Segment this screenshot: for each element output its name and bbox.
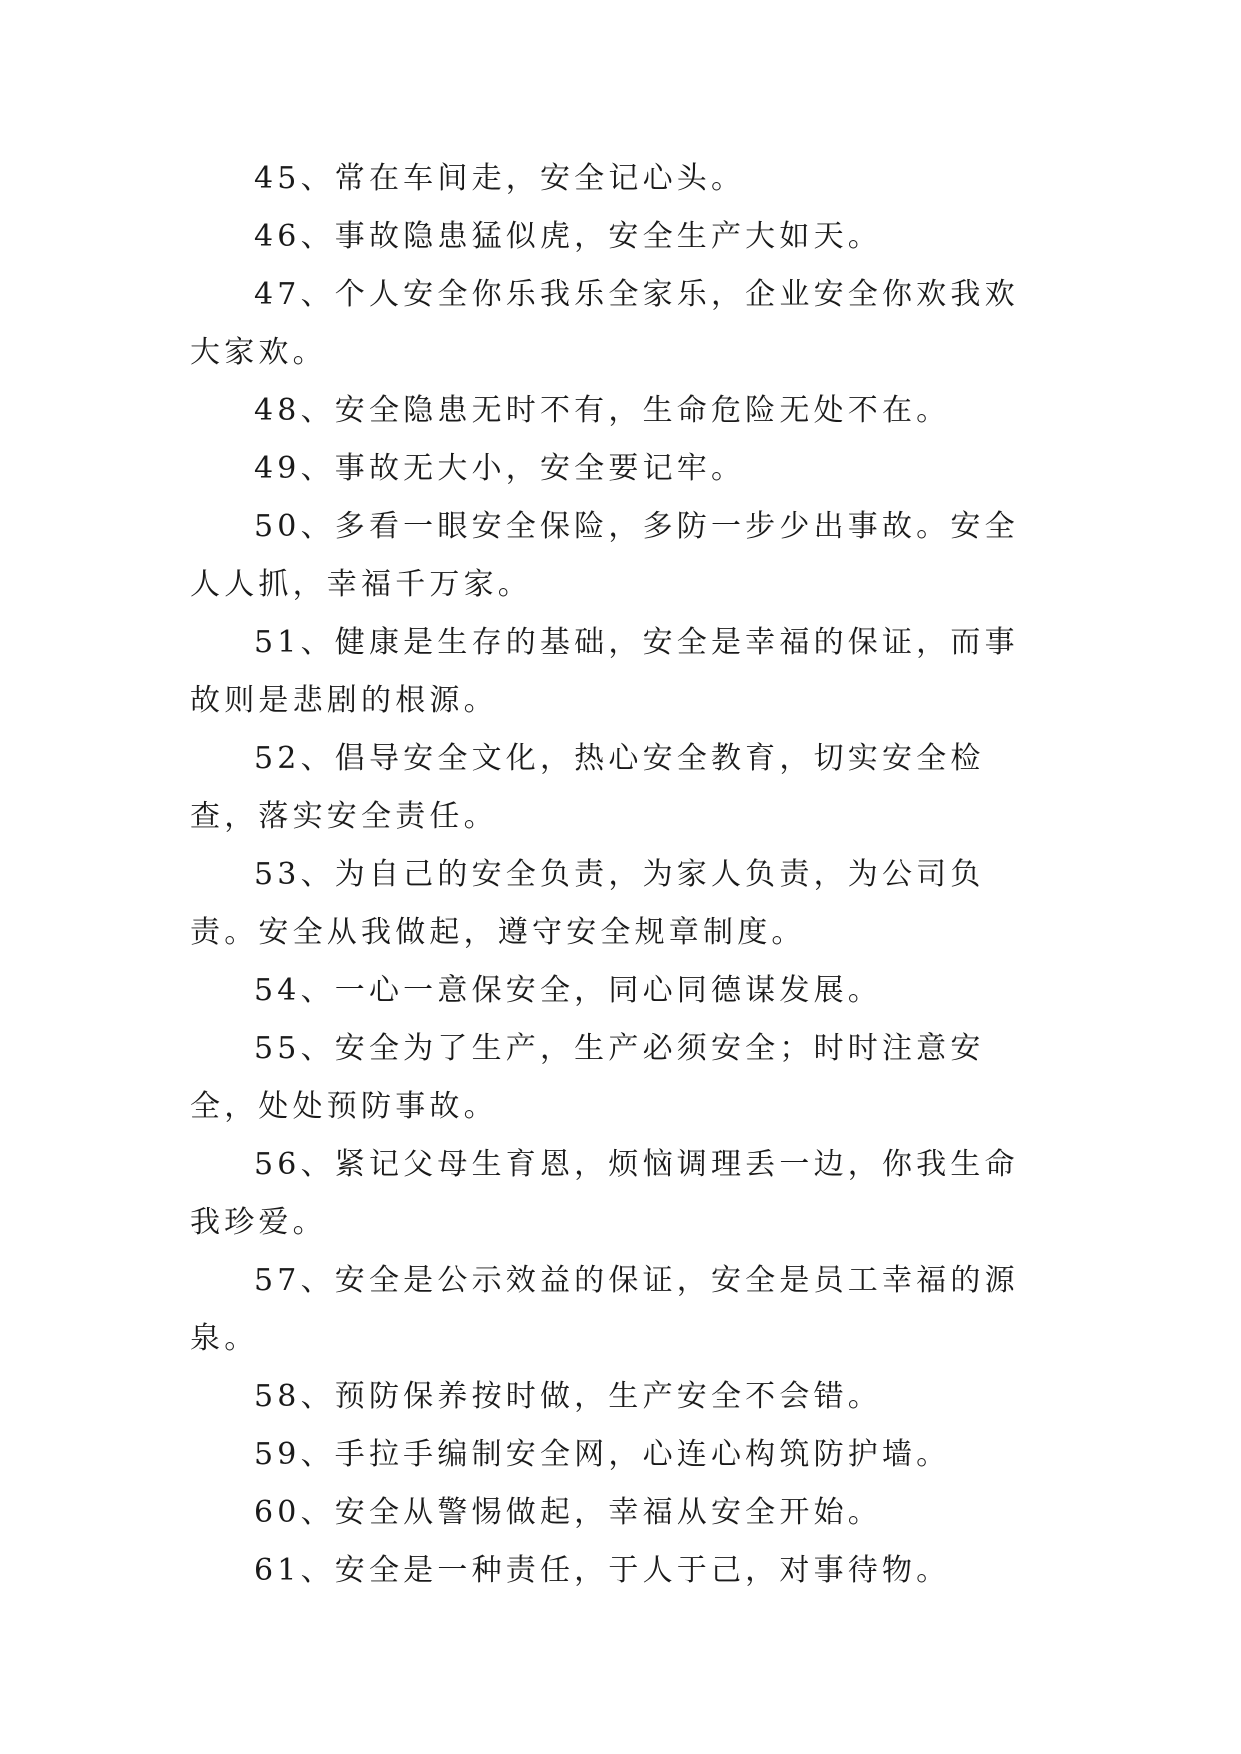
slogan-57: 57、安全是公示效益的保证，安全是员工幸福的源泉。 xyxy=(190,1263,1019,1356)
slogan-55: 55、安全为了生产，生产必须安全；时时注意安全，处处预防事故。 xyxy=(190,1031,985,1124)
slogan-58: 58、预防保养按时做，生产安全不会错。 xyxy=(254,1379,882,1414)
slogan-53: 53、为自己的安全负责，为家人负责，为公司负责。安全从我做起，遵守安全规章制度。 xyxy=(190,857,985,950)
slogan-56: 56、紧记父母生育恩，烦恼调理丢一边，你我生命我珍爱。 xyxy=(190,1147,1019,1240)
slogan-49: 49、事故无大小，安全要记牢。 xyxy=(254,451,746,486)
slogan-60: 60、安全从警惕做起，幸福从安全开始。 xyxy=(254,1495,882,1530)
slogan-59: 59、手拉手编制安全网，心连心构筑防护墙。 xyxy=(254,1437,951,1472)
slogan-61: 61、安全是一种责任，于人于己，对事待物。 xyxy=(254,1553,951,1588)
slogan-52: 52、倡导安全文化，热心安全教育，切实安全检查，落实安全责任。 xyxy=(190,741,985,834)
slogan-54: 54、一心一意保安全，同心同德谋发展。 xyxy=(254,973,882,1008)
slogan-47: 47、个人安全你乐我乐全家乐，企业安全你欢我欢大家欢。 xyxy=(190,277,1019,370)
slogan-46: 46、事故隐患猛似虎，安全生产大如天。 xyxy=(254,219,882,254)
slogan-list xyxy=(190,150,1050,1600)
slogan-50: 50、多看一眼安全保险，多防一步少出事故。安全人人抓，幸福千万家。 xyxy=(190,509,1019,602)
slogan-51: 51、健康是生存的基础，安全是幸福的保证，而事故则是悲剧的根源。 xyxy=(190,625,1019,718)
slogan-48: 48、安全隐患无时不有，生命危险无处不在。 xyxy=(254,393,951,428)
slogan-45: 45、常在车间走，安全记心头。 xyxy=(254,161,746,196)
